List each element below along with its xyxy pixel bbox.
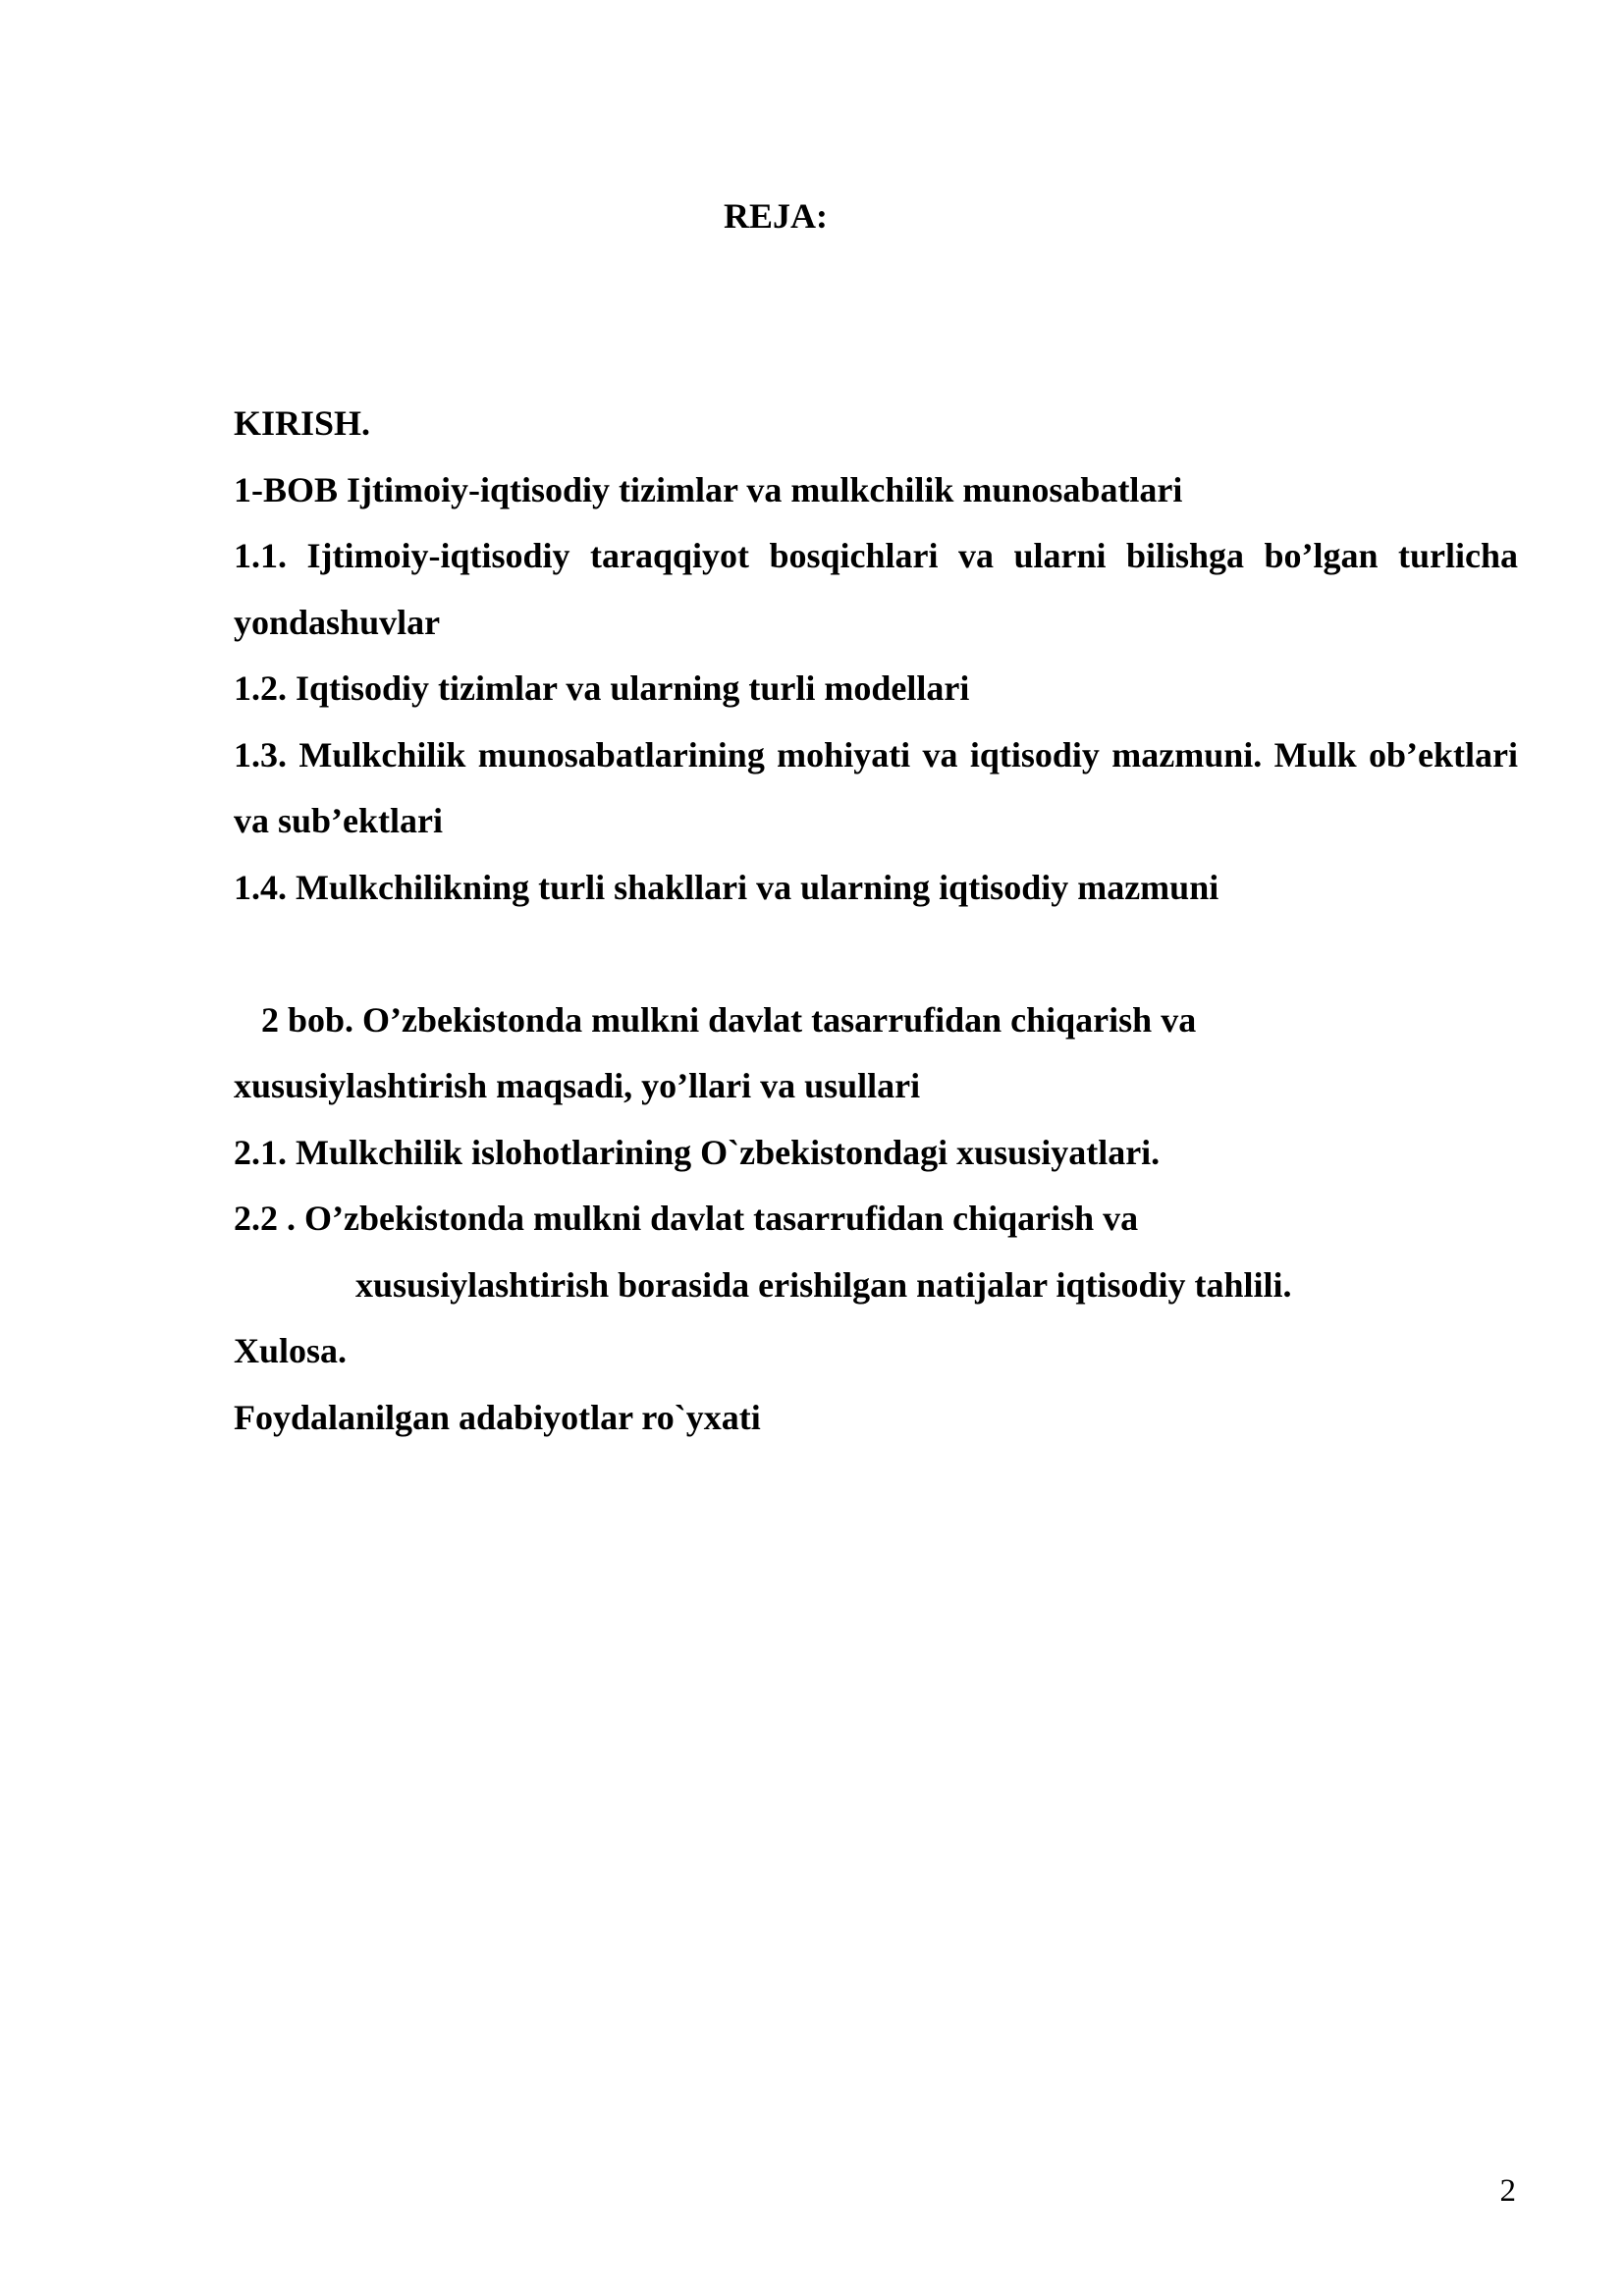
toc-item-chapter-1: 1-BOB Ijtimoiy-iqtisodiy tizimlar va mulkchilik munosabatlari: [234, 469, 1183, 509]
toc-item-section-2-1: 2.1. Mulkchilik islohotlarining O`zbekistondagi xususiyatlari.: [234, 1132, 1161, 1172]
toc-item-chapter-2-line-1: 2 bob. O’zbekistonda mulkni davlat tasarrufidan chiqarish va: [261, 999, 1197, 1040]
toc-item-references: Foydalanilgan adabiyotlar ro`yxati: [234, 1397, 761, 1437]
table-of-contents: [234, 391, 1518, 1451]
toc-item-chapter-2-line-2: xususiylashtirish maqsadi, yo’llari va usullari: [234, 1066, 921, 1105]
toc-item-section-1-3: 1.3. Mulkchilik munosabatlarining mohiyati va iqtisodiy mazmuni. Mulk ob’ektlari va sub’ektlari: [234, 734, 1518, 840]
toc-item-conclusion: Xulosa.: [234, 1331, 348, 1370]
toc-item-section-1-1: 1.1. Ijtimoiy-iqtisodiy taraqqiyot bosqichlari va ularni bilishga bo’lgan turlicha yondashuvlar: [234, 536, 1518, 642]
page-number: 2: [1499, 2173, 1516, 2209]
toc-item-section-1-4: 1.4. Mulkchilikning turli shakllari va ularning iqtisodiy mazmuni: [234, 867, 1219, 907]
page-title: REJA:: [724, 196, 828, 236]
toc-item-section-2-2-line-1: 2.2 . O’zbekistonda mulkni davlat tasarrufidan chiqarish va: [234, 1199, 1139, 1238]
section-spacer: [234, 921, 1518, 988]
toc-item-section-1-2: 1.2. Iqtisodiy tizimlar va ularning turli modellari: [234, 668, 970, 708]
toc-item-intro: KIRISH.: [234, 403, 371, 443]
toc-item-section-2-2-line-2: xususiylashtirish borasida erishilgan natijalar iqtisodiy tahlili.: [355, 1264, 1292, 1305]
